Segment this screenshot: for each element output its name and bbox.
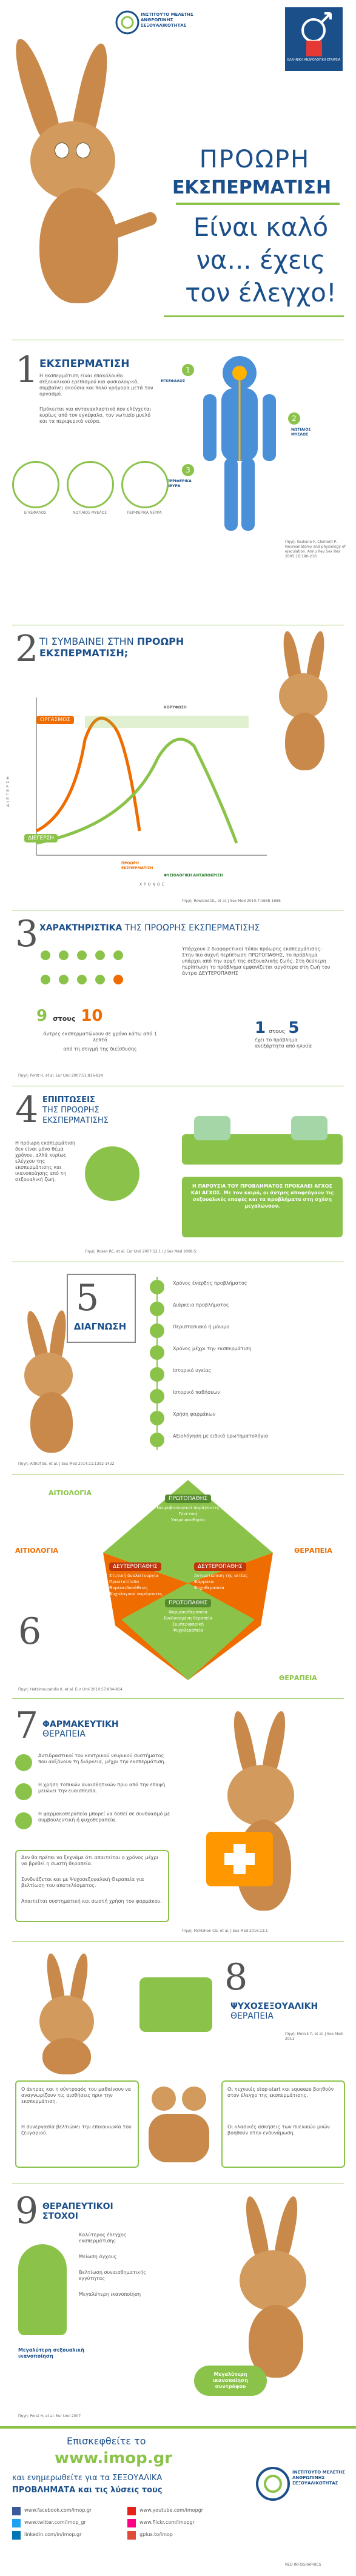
- org-name: ΙΝΣΤΙΤΟΥΤΟ ΜΕΛΕΤΗΣ ΑΝΘΡΩΠΙΝΗΣ ΣΕΞΟΥΑΛΙΚΟΤΗΤΑΣ: [141, 12, 193, 28]
- premature-curve: [36, 718, 139, 831]
- item-text: Χρόνος έναρξης προβλήματος: [173, 1280, 247, 1286]
- ratio-block: [255, 1019, 346, 1049]
- section-number: 6: [18, 1610, 42, 1653]
- subtitle-line3: τον έλεγχο!: [185, 278, 337, 308]
- label-arousal: ΔΙΕΓΕΡΣΗ: [24, 834, 58, 842]
- q-bottom: [152, 1595, 224, 1633]
- partner-cross-icon: [306, 41, 322, 56]
- nerves-icon: [121, 461, 169, 508]
- bullet-text: Η χρήση τοπικών αναισθητικών πριν από την επαφή μειώνει την ευαισθησία.: [38, 1782, 166, 1794]
- bed-illustration: [182, 1098, 343, 1171]
- consequences-text: Η πρόωρη εκσπερμάτιση δεν είναι μόνο θέμα χρόνου, αλλά κυρίως ελέγχου της εκσπερμάτισης και ικανοποίησης από τη σεξουαλική ζωή.: [15, 1140, 76, 1182]
- section-text-2: Πρόκειται για αντανακλαστικό που ελέγχεται κυρίως από τον εγκέφαλο, τον νωτιαίο μυελό και τα περιφερικά νεύρα.: [39, 406, 152, 424]
- axis-x-label: ΧΡΟΝΟΣ: [139, 883, 166, 887]
- right-caption: Μεγαλύτερη ικανοποίηση συντρόφου: [213, 2372, 248, 2389]
- ratio-a: 1: [255, 1019, 266, 1037]
- stat-text-2: από τη στιγμή της διείσδυσης: [63, 1046, 137, 1052]
- link-text: www.facebook.com/imop.gr: [24, 2507, 92, 2513]
- right-caption-bubble: [194, 2366, 267, 2396]
- section-title: [42, 1095, 152, 1126]
- section-number: 8: [224, 1956, 248, 1999]
- tagline-2: ΠΡΟΒΛΗΜΑΤΑ και τις λύσεις τους: [12, 2486, 163, 2495]
- title-line2: ΤΗΣ ΠΡΟΩΡΗΣ: [42, 1106, 99, 1115]
- q3-item: Ψυχολογικοί παράγοντες: [109, 1592, 163, 1596]
- section-6-aitiology-therapy: [0, 1474, 356, 1698]
- left-caption: Μεγαλύτερη σεξουαλική ικανοποίηση: [18, 2347, 84, 2359]
- icon-label-spine: ΝΩΤΙΑΙΟΣ ΜΥΕΛΟΣ: [72, 511, 107, 515]
- stopwatch-icon: [150, 1345, 164, 1360]
- medkit-icon: [206, 1832, 273, 1886]
- item-text: Αξιολόγηση με ειδικά ερωτηματολόγια: [173, 1433, 269, 1439]
- ratio-text: έχει το πρόβλημα ανεξάρτητα από ηλικία: [255, 1037, 312, 1049]
- tagline-1: και ενημερωθείτε για τα ΣΕΞΟΥΑΛΙΚΑ: [12, 2473, 163, 2483]
- section-title: [230, 2002, 346, 2021]
- subtitle-line2: να... έχεις: [196, 245, 326, 275]
- stat-ratio: [36, 1007, 176, 1025]
- item-text: Διάρκεια προβλήματος: [173, 1302, 229, 1308]
- link-text: www.flickr.com/imopgr: [139, 2520, 195, 2525]
- q1-item: Νευροβιολογικοί παράγοντες: [156, 1505, 220, 1510]
- people-grid-icon: [36, 946, 158, 1001]
- source-9: Πηγή: Porst H, et al. Eur Urol 2007: [18, 2414, 81, 2418]
- list-item: [146, 1320, 340, 1339]
- footer: [0, 2426, 356, 2576]
- brain-icon: [12, 461, 59, 508]
- q3: [109, 1559, 182, 1597]
- section-title: ΔΙΑΓΝΩΣΗ: [73, 1321, 127, 1332]
- imop-logo-icon: [115, 7, 139, 38]
- title-line1: ΕΠΙΠΤΩΣΕΙΣ: [42, 1095, 95, 1105]
- box-text: Η ΠΑΡΟΥΣΙΑ ΤΟΥ ΠΡΟΒΛΗΜΑΤΟΣ ΠΡΟΚΑΛΕΙ ΑΓΧΟΣ ΚΑΙ ΑΓΧΟΣ. Με τον καιρό, οι άντρες αποφεύγουν τις σεξουαλικές επαφές και τα προβλήματα στη σχέση μεγαλώνουν.: [190, 1183, 334, 1209]
- link-text: www.twitter.com/imop_gr: [24, 2520, 86, 2525]
- rabbit-mascot-s2: [267, 631, 340, 770]
- title-highlight: ΠΡΟΩΡΗ: [136, 636, 184, 647]
- facebook-link[interactable]: [12, 2505, 121, 2517]
- source-6: Πηγή: Hatzimouratidis K, et al. Eur Urol 2010;57:804-814: [18, 1687, 123, 1692]
- list-item: [146, 1386, 340, 1404]
- q4-item: Ψυχοθεραπεία: [194, 1586, 224, 1590]
- title-part2: ΤΗΣ ΠΡΟΩΡΗΣ ΕΚΣΠΕΡΜΑΤΙΣΗΣ: [124, 923, 260, 933]
- subtitle-line1: Είναι καλό: [193, 212, 329, 242]
- section-8-psychosexual: [0, 1941, 356, 2184]
- section-number: 9: [15, 2190, 39, 2232]
- youtube-icon: [127, 2507, 136, 2515]
- list-item: [146, 1342, 340, 1360]
- section-title: [42, 1720, 119, 1739]
- label-premature: ΠΡΟΩΡΗ ΕΚΣΠΕΡΜΑΤΙΣΗ: [121, 861, 153, 870]
- item-text: Ιστορικό υγείας: [173, 1368, 212, 1373]
- couch-illustration: [139, 1977, 212, 2032]
- stat-text: άντρες εκσπερματώνουν σε χρόνο κάτω από 1 λεπτό: [43, 1031, 157, 1043]
- q3-item: Στυτική δυσλειτουργία: [109, 1573, 159, 1578]
- section-title: [39, 636, 221, 659]
- left-text: Ο άντρας και η σύντροφός του μαθαίνουν να αναγνωρίζουν τις αισθήσεις πριν την εκσπερμάτιση.: [21, 2087, 132, 2104]
- consequences-box: [182, 1177, 343, 1237]
- badge-1: 1: [182, 364, 194, 376]
- title-line1: ΨΥΧΟΣΕΞΟΥΑΛΙΚΗ: [230, 2002, 318, 2011]
- source-8: Πηγή: Melnik T, et al. J Sex Med 2011: [285, 2032, 343, 2041]
- rabbit-thinking: [18, 1953, 127, 2074]
- q4-title: ΔΕΥΤΕΡΟΠΑΘΗΣ: [194, 1562, 246, 1571]
- source-1: Πηγή: Giuliano F, Clement P. Neuroanatomy and physiology of ejaculation. Annu Rev Sex Res 2005;16:190-216: [285, 540, 346, 559]
- source-4: Πηγή: Rosen RC, et al. Eur Urol 2007;52:1 / J Sex Med 2008;5:: [85, 1249, 198, 1254]
- couple-illustration: [146, 2080, 212, 2165]
- q3-item: Θυρεοειδοπάθειες: [109, 1586, 148, 1590]
- axis-y-label: ΔΙΕΓΕΡΣΗ: [6, 775, 10, 807]
- label-therapy-right: ΘΕΡΑΠΕΙΑ: [294, 1547, 332, 1555]
- title-line1: ΦΑΡΜΑΚΕΥΤΙΚΗ: [42, 1720, 119, 1729]
- clock-icon: [150, 1280, 164, 1294]
- rabbit-mascot-header: [12, 36, 152, 340]
- section-3-characteristics: [0, 910, 356, 1086]
- q3-item: Προστατίτιδα: [109, 1579, 139, 1584]
- linkedin-icon: [12, 2531, 21, 2540]
- item-text: Ιστορικό παθήσεων: [173, 1390, 220, 1395]
- section-number: 5: [76, 1277, 99, 1319]
- footer-logo: [255, 2463, 346, 2523]
- spine-icon: [67, 461, 114, 508]
- note-2: Συνδυάζεται και με Ψυχοσεξουαλική Θεραπεία για βελτίωση του αποτελέσματος.: [21, 1877, 144, 1888]
- source-2: Πηγή: Rowland DL, et al. J Sex Med 2010;7:1668-1686: [182, 899, 281, 903]
- section-title: [39, 923, 343, 933]
- rabbit-with-medkit: [194, 1710, 340, 1917]
- imop-logo-icon: [255, 2463, 291, 2505]
- title-line1: ΘΕΡΑΠΕΥΤΙΚΟΙ: [42, 2202, 113, 2211]
- bottom-item: Συνδυασμένη θεραπεία: [163, 1616, 213, 1621]
- title-line2: ΘΕΡΑΠΕΙΑ: [42, 1729, 86, 1739]
- health-icon: [150, 1367, 164, 1382]
- goals-list: [79, 2232, 164, 2298]
- section-title: ΕΚΣΠΕΡΜΑΤΙΣΗ: [39, 358, 130, 370]
- rabbit-cheering: [206, 2196, 340, 2378]
- stat-of: στους: [53, 1015, 76, 1023]
- combo-icon: [15, 1812, 32, 1829]
- section-7-pharma: [0, 1698, 356, 1941]
- imop-logo: [115, 7, 194, 41]
- q1-item: Γενετική: [178, 1512, 198, 1516]
- icon-label-nerves: ΠΕΡΙΦΕΡΙΚΑ ΝΕΥΡΑ: [127, 511, 162, 515]
- left-box: [15, 2080, 139, 2168]
- section-number: 3: [15, 913, 39, 955]
- section-4-consequences: [0, 1086, 356, 1262]
- rabbit-with-sign: [12, 1274, 127, 1456]
- section-2-what-happens: [0, 625, 356, 910]
- visit-text: Επισκεφθείτε το: [67, 2435, 146, 2447]
- link-text: www.youtube.com/imopgr: [139, 2507, 204, 2513]
- title-line1: ΠΡΟΩΡΗ: [199, 146, 311, 173]
- facebook-icon: [12, 2507, 21, 2515]
- goal-man-icon: [18, 2244, 67, 2335]
- gplus-link[interactable]: [127, 2529, 230, 2541]
- flickr-icon: [127, 2519, 136, 2527]
- q4: [194, 1559, 267, 1591]
- bottom-item: Ψυχοθεραπεία: [173, 1628, 203, 1633]
- title-line3: ΕΚΣΠΕΡΜΑΤΙΣΗΣ: [42, 1116, 109, 1125]
- twitter-link[interactable]: [12, 2517, 121, 2529]
- pill-icon: [150, 1411, 164, 1425]
- title-part1: ΧΑΡΑΚΤΗΡΙΣΤΙΚΑ: [39, 923, 123, 933]
- section-9-goals: [0, 2184, 356, 2426]
- item-text: Περιστασιακό ή μόνιμο: [173, 1324, 230, 1330]
- q1-item: Υπερευαισθησία: [170, 1518, 206, 1522]
- bullet-text: Αντιδραστικοί του κεντρικού νευρικού συστήματος που αυξάνουν τη διάρκεια, μέχρι την εκσπερμάτιση.: [38, 1753, 166, 1764]
- stat-a: 9: [36, 1007, 48, 1025]
- label-response: ΦΥΣΙΟΛΟΓΙΚΗ ΑΝΤΑΠΟΚΡΙΣΗ: [164, 873, 223, 878]
- section-1-ejaculation: [0, 340, 356, 625]
- badge-2: 2: [288, 412, 300, 425]
- bullet-item: [15, 1811, 173, 1840]
- section-title: [42, 2202, 113, 2221]
- right-text: Οι τεχνικές stop-start και squeeze βοηθούν στον έλεγχο της εκσπερμάτισης.: [227, 2087, 334, 2098]
- goal-item: Βελτίωση συναισθηματικής εγγύτητας: [79, 2270, 147, 2281]
- item-text: Χρήση φαρμάκων: [173, 1411, 216, 1417]
- badge-3: 3: [182, 464, 194, 476]
- label-orgasm: ΟΡΓΑΣΜΟΣ: [36, 716, 74, 724]
- footer-top-bar: [0, 2426, 356, 2429]
- goal-item: Καλύτερος έλεγχος εκσπερμάτισης: [79, 2232, 127, 2244]
- title-prefix: ΤΙ ΣΥΜΒΑΙΝΕΙ ΣΤΗΝ: [39, 636, 134, 647]
- bottom-title: ΠΡΩΤΟΠΑΘΗΣ: [165, 1599, 211, 1607]
- goal-item: Μείωση άγχους: [79, 2254, 117, 2259]
- linkedin-link[interactable]: [12, 2529, 121, 2541]
- list-item: [146, 1364, 340, 1382]
- title-line2: ΘΕΡΑΠΕΙΑ: [230, 2011, 274, 2021]
- note-3: Απαιτείται συστηματική και σωστή χρήση του φαρμάκου.: [21, 1898, 162, 1904]
- bottom-item: Συμπεριφορική: [172, 1622, 204, 1627]
- ratio-of: στους: [269, 1029, 286, 1035]
- left-text-2: Η συνεργασία βελτιώνει την επικοινωνία του ζευγαριού.: [21, 2124, 132, 2136]
- ratio-b: 5: [288, 1019, 300, 1037]
- label-spine: ΝΩΤΙΑΙΟΣ ΜΥΕΛΟΣ: [291, 428, 311, 437]
- note-1: Δεν θα πρέπει να ξεχνάμε ότι απαιτείται ο χρόνος μέχρι να βρεθεί η σωστή θεραπεία.: [21, 1855, 159, 1866]
- pill-bottle-icon: [15, 1754, 32, 1771]
- list-item: [146, 1277, 340, 1295]
- source-7: Πηγή: McMahon CG, et al. J Sex Med 2016;13:1: [182, 1929, 268, 1933]
- bottom-item: Φαρμακοθεραπεία: [168, 1610, 208, 1615]
- section-number: 4: [15, 1089, 39, 1131]
- icon-row: [12, 461, 170, 534]
- footer-org-name: ΙΝΣΤΙΤΟΥΤΟ ΜΕΛΕΤΗΣ ΑΝΘΡΩΠΙΝΗΣ ΣΕΞΟΥΑΛΙΚΟΤΗΤΑΣ: [292, 2470, 345, 2486]
- section-text-1: Η εκσπερμάτιση είναι επακόλουθο σεξουαλικού ερεθισμού και φυσιολογικά, συμβαίνει ακούσια και πολύ γρήγορα μετά τον οργασμό.: [39, 373, 153, 397]
- notes-box: [15, 1850, 169, 1922]
- spray-icon: [15, 1783, 32, 1800]
- q3-title: ΔΕΥΤΕΡΟΠΑΘΗΣ: [109, 1562, 161, 1571]
- q1: [146, 1491, 230, 1523]
- social-links-right: [127, 2505, 230, 2541]
- body-illustration: [194, 352, 285, 534]
- twitter-icon: [12, 2519, 21, 2527]
- hourglass-icon: [150, 1302, 164, 1316]
- bullet-item: [15, 1782, 173, 1811]
- site-url-link[interactable]: www.imop.gr: [55, 2449, 173, 2467]
- icon-label-brain: ΕΓΚΕΦΑΛΟΣ: [24, 511, 47, 515]
- item-text: Χρόνος μέχρι την εκσπερμάτιση: [173, 1346, 252, 1351]
- questionnaire-icon: [150, 1433, 164, 1447]
- partner-name: ΕΛΛΗΝΙΚΗ ΑΝΔΡΟΛΟΓΙΚΗ ΕΤΑΙΡΕΙΑ: [287, 58, 341, 62]
- diagnosis-list: [146, 1277, 340, 1459]
- label-brain: ΕΓΚΕΦΑΛΟΣ: [161, 379, 186, 383]
- q1-title: ΠΡΩΤΟΠΑΘΗΣ: [165, 1495, 211, 1503]
- label-peak: ΚΟΡΥΦΩΣΗ: [164, 705, 187, 710]
- title-line2: ΣΤΟΧΟΙ: [42, 2211, 78, 2221]
- stat-b: 10: [81, 1007, 103, 1025]
- bullet-list: [15, 1753, 173, 1840]
- credit: RED INFOGRAPHICS: [285, 2563, 321, 2567]
- source-3: Πηγή: Porst H, et al. Eur Urol 2007;51:816-824: [18, 1074, 103, 1078]
- label-nerves: ΠΕΡΙΦΕΡΙΚΑ ΝΕΥΡΑ: [167, 479, 192, 488]
- sad-man-icon: [85, 1146, 139, 1201]
- flickr-link[interactable]: [127, 2517, 230, 2529]
- section-number: 1: [15, 349, 39, 391]
- gplus-icon: [127, 2531, 136, 2540]
- title-divider: [176, 203, 340, 205]
- right-box: [221, 2080, 345, 2168]
- social-links-left: [12, 2505, 121, 2541]
- label-aitiology-top: ΑΙΤΙΟΛΟΓΙΑ: [49, 1489, 92, 1497]
- goal-item: Μεγαλύτερη ικανοποίηση: [79, 2292, 141, 2297]
- section-number: 2: [15, 628, 39, 670]
- header-section: [0, 0, 356, 340]
- normal-curve: [36, 739, 237, 843]
- bullet-text: Η φαρμακοθεραπεία μπορεί να δοθεί σε συνδυασμό με συμβουλευτική ή ψυχοθεραπεία.: [38, 1811, 170, 1823]
- calendar-icon: [150, 1323, 164, 1338]
- partner-logo: [285, 7, 343, 71]
- section-number: 7: [15, 1704, 39, 1747]
- q4-item: Φάρμακα: [194, 1579, 214, 1584]
- right-text-2: Οι κλασικές ασκήσεις των πυελικών μυών βοηθούν στην ενδυνάμωση.: [227, 2124, 330, 2136]
- link-text: linkedin.com/in/imop.gr: [24, 2532, 82, 2537]
- section-5-diagnosis: [0, 1262, 356, 1474]
- link-text: gplus.to/imop: [139, 2532, 173, 2537]
- label-aitiology-left: ΑΙΤΙΟΛΟΓΙΑ: [15, 1547, 59, 1555]
- source-5: Πηγή: Althof SE, et al. J Sex Med 2014;11:1392-1422: [18, 1462, 115, 1466]
- q4-item: Αντιμετώπιση της αιτίας: [194, 1573, 248, 1578]
- types-text: Υπάρχουν 2 διαφορετικοί τύποι πρόωρης εκσπερμάτισης: Στην πιο συχνή περίπτωση ΠΡΩΤΟΠΑΘΗΣ, το πρόβλημα υπάρχει από την αρχή της σεξουαλικής ζωής. Στη δεύτερη περίπτωση το πρόβλημα εμφανίζεται αργότερα στη ζωή του άντρα ΔΕΥΤΕΡΟΠΑΘΗΣ: [182, 946, 331, 976]
- clipboard-icon: [150, 1389, 164, 1404]
- title-line2: ΕΚΣΠΕΡΜΑΤΙΣΗ;: [39, 647, 129, 659]
- title-line2: ΕΚΣΠΕΡΜΑΤΙΣΗ: [172, 177, 332, 198]
- label-therapy-bottom: ΘΕΡΑΠΕΙΑ: [279, 1674, 317, 1682]
- list-item: [146, 1299, 340, 1317]
- bullet-item: [15, 1753, 173, 1782]
- list-item: [146, 1408, 340, 1426]
- list-item: [146, 1430, 340, 1448]
- header-bottom-bar: [164, 315, 344, 317]
- youtube-link[interactable]: [127, 2505, 230, 2517]
